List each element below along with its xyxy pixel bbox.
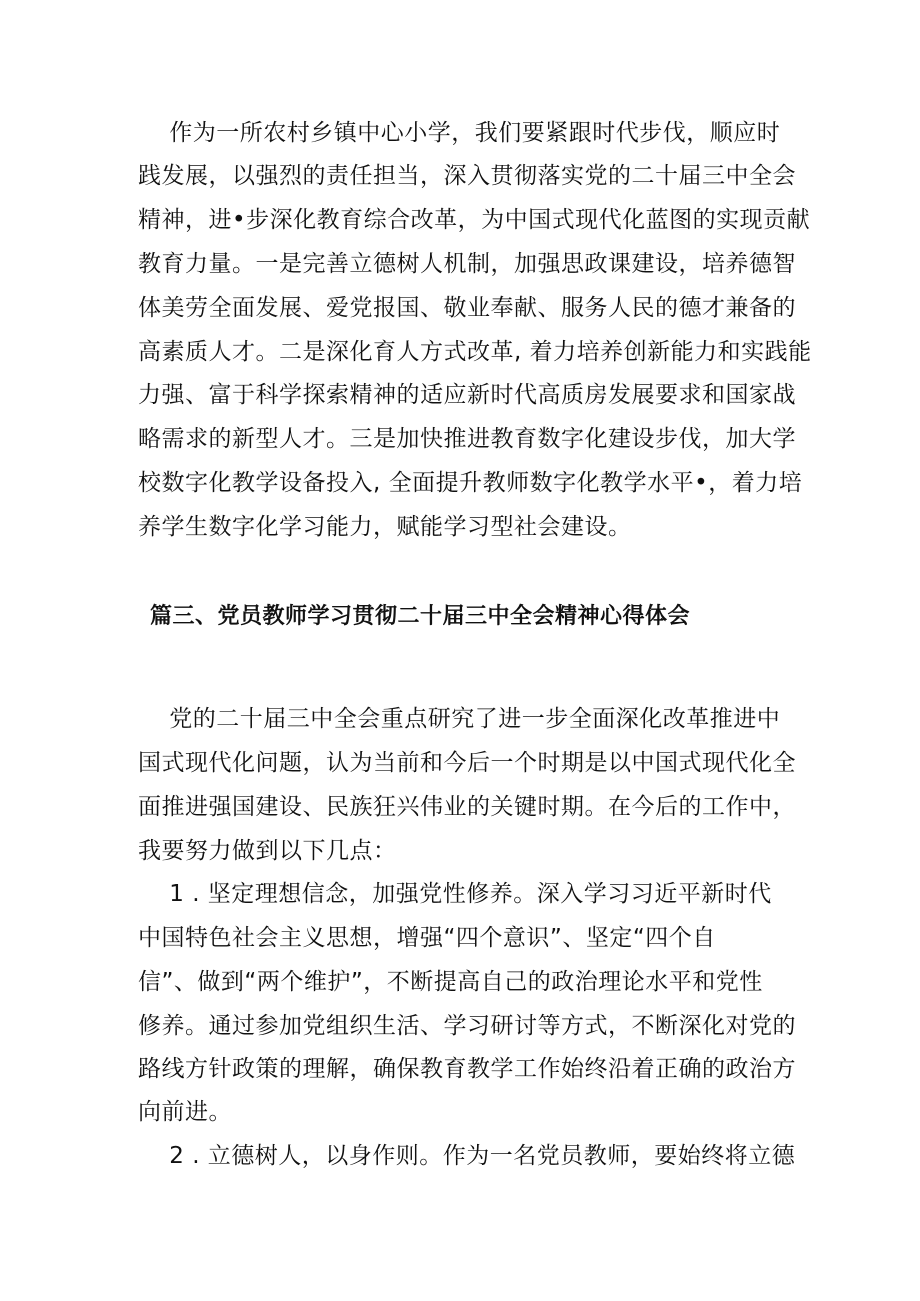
text-line: 作为一所农村乡镇中心小学，我们要紧跟时代步伐，顺应时	[138, 120, 781, 146]
text-line: 高素质人才。二是深化育人方式改革, 着力培养创新能力和实践能	[138, 339, 812, 365]
text-line: 略需求的新型人才。三是加快推进教育数字化建设步伐，加大学	[138, 426, 796, 452]
text-line: 向前进。	[138, 1099, 232, 1125]
text-line: 力强、富于科学探索精神的适应新时代高质房发展要求和国家战	[138, 382, 796, 408]
text-line: 党的二十届三中全会重点研究了进一步全面深化改革推进中	[138, 706, 781, 732]
text-line: 养学生数字化学习能力，赋能学习型社会建设。	[138, 514, 632, 540]
text-line: 修养。通过参加党组织生活、学习研讨等方式，不断深化对党的	[138, 1013, 796, 1039]
text-line: 路线方针政策的理解，确保教育教学工作始终沿着正确的政治方	[138, 1056, 796, 1082]
text-line: 我要努力做到以下几点：	[138, 838, 397, 864]
text-line: 国式现代化问题，认为当前和今后一个时期是以中国式现代化全	[138, 750, 796, 776]
text-line: 信”、做到“两个维护”，不断提高自己的政治理论水平和党性	[138, 969, 763, 995]
text-line: 践发展，以强烈的责任担当，深入贯彻落实党的二十届三中全会	[138, 163, 796, 189]
text-line: 1 . 坚定理想信念，加强党性修养。深入学习习近平新时代	[138, 881, 772, 907]
text-line: 中国特色社会主义思想，增强“四个意识”、坚定“四个自	[138, 925, 716, 951]
text-line: 面推进强国建设、民族狂兴伟业的关键时期。在今后的工作中，	[138, 794, 796, 820]
text-line: 2 . 立德树人，以身作则。作为一名党员教师，要始终将立德	[138, 1143, 796, 1169]
section-heading: 篇三、党员教师学习贯彻二十届三中全会精神心得体会	[150, 604, 691, 629]
text-line: 校数字化教学设备投入, 全面提升教师数字化教学水平•，着力培	[138, 470, 803, 496]
text-line: 教育力量。一是完善立德树人机制，加强思政课建设，培养德智	[138, 251, 796, 277]
text-line: 体美劳全面发展、爱党报国、敬业奉献、服务人民的德才兼备的	[138, 295, 796, 321]
text-line: 精神，进•步深化教育综合改革，为中国式现代化蓝图的实现贡献	[138, 207, 811, 233]
